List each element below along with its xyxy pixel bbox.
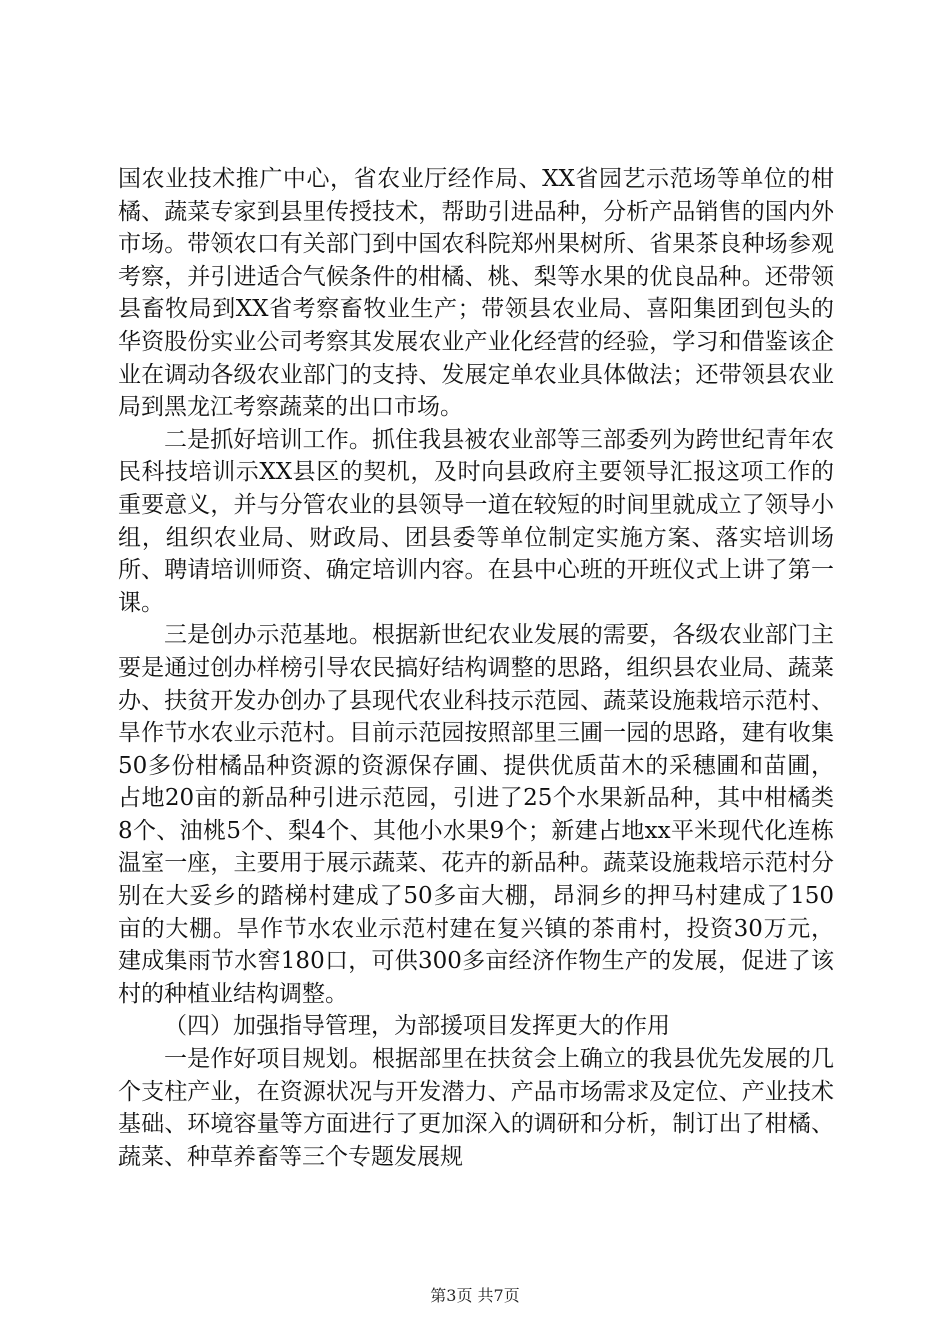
paragraph-training-work: 二是抓好培训工作。抓住我县被农业部等三部委列为跨世纪青年农民科技培训示XX县区的契机，及时向县政府主要领导汇报这项工作的重要意义，并与分管农业的县领导一道在较短的时间里就成立了领导小组，组织农业局、财政局、团县委等单位制定实施方案、落实培训场所、聘请培训师资、确定培训内容。在县中心班的开班仪式上讲了第一课。 — [118, 426, 834, 616]
paragraph-project-planning: 一是作好项目规划。根据部里在扶贫会上确立的我县优先发展的几个支柱产业，在资源状况与开发潜力、产品市场需求及定位、产业技术基础、环境容量等方面进行了更加深入的调研和分析，制订出了柑橘、蔬菜、种草养畜等三个专题发展规 — [118, 1046, 834, 1170]
paragraph-demonstration-base: 三是创办示范基地。根据新世纪农业发展的需要，各级农业部门主要是通过创办样榜引导农民搞好结构调整的思路，组织县农业局、蔬菜办、扶贫开发办创办了县现代农业科技示范园、蔬菜设施栽培示范村、旱作节水农业示范村。目前示范园按照部里三圃一园的思路，建有收集50多份柑橘品种资源的资源保存圃、提供优质苗木的采穗圃和苗圃，占地20亩的新品种引进示范园，引进了25个水果新品种，其中柑橘类8个、油桃5个、梨4个、其他小水果9个；新建占地xx平米现代化连栋温室一座，主要用于展示蔬菜、花卉的新品种。蔬菜设施栽培示范村分别在大妥乡的踏梯村建成了50多亩大棚，昂洞乡的押马村建成了150亩的大棚。旱作节水农业示范村建在复兴镇的茶甫村，投资30万元，建成集雨节水窖180口，可供300多亩经济作物生产的发展，促进了该村的种植业结构调整。 — [118, 622, 834, 1007]
page-number-footer: 第3页 共7页 — [430, 1286, 520, 1305]
section-heading-four: （四）加强指导管理，为部援项目发挥更大的作用 — [164, 1013, 670, 1040]
paragraph-continuation: 国农业技术推广中心，省农业厅经作局、XX省园艺示范场等单位的柑橘、蔬菜专家到县里传授技术，帮助引进品种，分析产品销售的国内外市场。带领农口有关部门到中国农科院郑州果树所、省果茶良种场参观考察，并引进适合气候条件的柑橘、桃、梨等水果的优良品种。还带领县畜牧局到XX省考察畜牧业生产；带领县农业局、喜阳集团到包头的华资股份实业公司考察其发展农业产业化经营的经验，学习和借鉴该企业在调动各级农业部门的支持、发展定单农业具体做法；还带领县农业局到黑龙江考察蔬菜的出口市场。 — [118, 166, 834, 421]
document-body — [118, 163, 834, 1173]
